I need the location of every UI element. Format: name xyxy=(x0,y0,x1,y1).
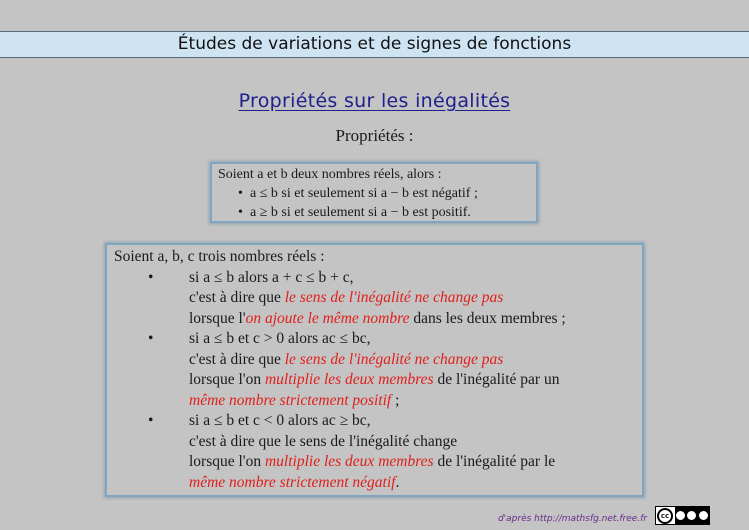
text: ; xyxy=(391,391,400,409)
emphasis-text: multiplie les deux membres xyxy=(264,453,434,470)
bullet-icon: • xyxy=(238,205,243,220)
properties-box xyxy=(105,243,644,497)
definition-item-2: a ≥ b si et seulement si a − b est positif. xyxy=(250,205,471,220)
property-3-line-3 xyxy=(189,452,635,473)
property-3-statement: si a ≤ b et c < 0 alors ac ≥ bc, xyxy=(189,412,371,429)
emphasis-text: multiplie les deux membres xyxy=(264,371,434,388)
list-item xyxy=(218,203,530,222)
text: lorsque l'on xyxy=(189,453,265,470)
emphasis-text: le sens de l'inégalité ne change pas xyxy=(284,350,504,368)
definition-item-1: a ≤ b si et seulement si a − b est négatif ; xyxy=(250,186,478,201)
text: c'est à dire que xyxy=(189,289,285,306)
property-1-line-2 xyxy=(189,288,635,309)
bullet-icon: • xyxy=(148,330,154,347)
cc-icon: cc xyxy=(657,508,673,524)
slide-subtitle: Propriétés : xyxy=(335,126,414,145)
emphasis-text: on ajoute le même nombre xyxy=(245,309,410,327)
property-2-line-2 xyxy=(189,350,635,371)
license-icons xyxy=(675,507,709,524)
text: dans les deux membres ; xyxy=(409,309,566,327)
property-2-line-3 xyxy=(189,370,635,391)
property-3-line-4 xyxy=(189,473,635,494)
property-1-statement: si a ≤ b alors a + c ≤ b + c, xyxy=(189,268,354,286)
definition-intro: Soient a et b deux nombres réels, alors : xyxy=(218,167,442,182)
property-2-statement: si a ≤ b et c > 0 alors ac ≤ bc, xyxy=(189,330,371,347)
list-item xyxy=(218,184,530,203)
list-item xyxy=(114,411,635,493)
bullet-icon: • xyxy=(148,412,154,429)
definition-box xyxy=(210,162,538,223)
header-bar xyxy=(0,31,749,58)
property-2-line-4 xyxy=(189,391,635,412)
list-item xyxy=(114,329,635,411)
property-1-line-3 xyxy=(189,309,635,330)
properties-intro: Soient a, b, c trois nombres réels : xyxy=(114,248,325,265)
bullet-icon: • xyxy=(238,186,243,201)
nc-icon xyxy=(687,511,696,520)
text: c'est à dire que xyxy=(189,350,285,368)
bullet-icon: • xyxy=(148,268,154,286)
text: lorsque l'on xyxy=(189,371,265,388)
sa-icon xyxy=(699,511,708,520)
text: . xyxy=(395,473,400,491)
list-item xyxy=(114,268,635,330)
text: de l'inégalité par le xyxy=(433,453,556,470)
property-3-line-2: c'est à dire que le sens de l'inégalité change xyxy=(189,432,458,450)
cc-by-nc-sa-icon[interactable] xyxy=(655,506,710,525)
header-title: Études de variations et de signes de fonctions xyxy=(177,34,572,54)
slide-title: Propriétés sur les inégalités xyxy=(238,90,511,112)
emphasis-text: le sens de l'inégalité ne change pas xyxy=(284,289,504,306)
text: de l'inégalité par un xyxy=(433,371,560,388)
emphasis-text: même nombre strictement positif xyxy=(189,391,392,409)
emphasis-text: même nombre strictement négatif xyxy=(189,473,396,491)
text: lorsque l' xyxy=(189,309,246,327)
source-credit: d'après http://mathsfg.net.free.fr xyxy=(497,514,647,524)
by-icon xyxy=(676,511,685,520)
